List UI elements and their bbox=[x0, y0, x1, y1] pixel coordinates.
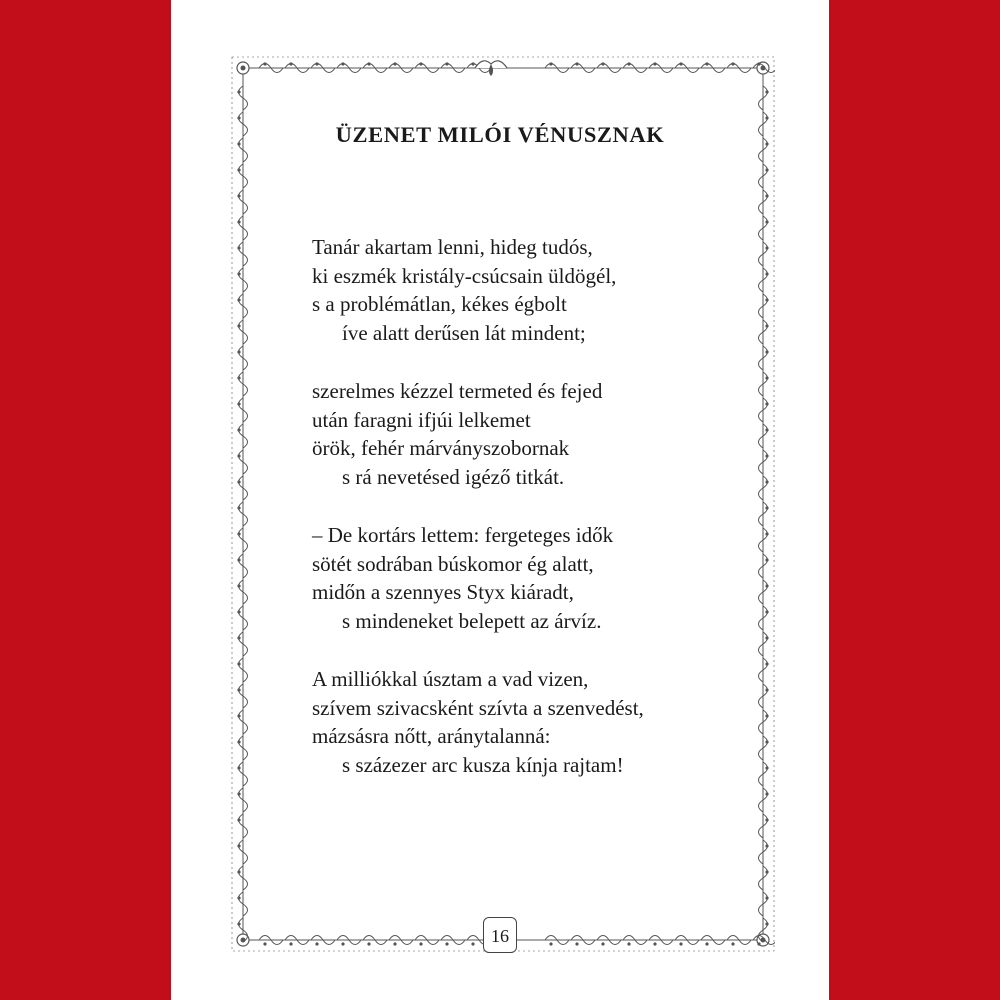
page-number: 16 bbox=[483, 917, 517, 953]
poem-line: után faragni ifjúi lelkemet bbox=[312, 407, 531, 432]
poem-line: s a problémátlan, kékes égbolt bbox=[312, 292, 567, 316]
poem-line: ki eszmék kristály-csúcsain üldögél, bbox=[312, 263, 617, 288]
poem-line: Tanár akartam lenni, hideg tudós, bbox=[312, 235, 593, 259]
poem-line: s rá nevetésed igéző titkát. bbox=[342, 464, 565, 489]
poem-line: íve alatt derűsen lát mindent; bbox=[342, 320, 586, 345]
poem-line: mázsásra nőtt, aránytalanná: bbox=[312, 724, 551, 748]
poem-line: midőn a szennyes Styx kiáradt, bbox=[312, 580, 574, 604]
poem-body bbox=[312, 233, 752, 809]
poem-line: A milliókkal úsztam a vad vizen, bbox=[312, 667, 589, 691]
poem-line: – De kortárs lettem: fergeteges idők bbox=[312, 523, 614, 547]
stanza-2 bbox=[312, 377, 752, 491]
poem-line: szerelmes kézzel termeted és fejed bbox=[312, 379, 603, 403]
stanza-1 bbox=[312, 233, 752, 347]
poem-line: s százezer arc kusza kínja rajtam! bbox=[342, 752, 624, 777]
stanza-3 bbox=[312, 521, 752, 635]
book-page bbox=[171, 0, 829, 1000]
poem-line: s mindeneket belepett az árvíz. bbox=[342, 608, 602, 633]
poem-line: örök, fehér márványszobornak bbox=[312, 436, 570, 460]
stanza-4 bbox=[312, 665, 752, 779]
poem-title: ÜZENET MILÓI VÉNUSZNAK bbox=[335, 122, 665, 147]
poem-line: sötét sodrában búskomor ég alatt, bbox=[312, 551, 594, 576]
poem-line: szívem szivacsként szívta a szenvedést, bbox=[312, 695, 644, 720]
